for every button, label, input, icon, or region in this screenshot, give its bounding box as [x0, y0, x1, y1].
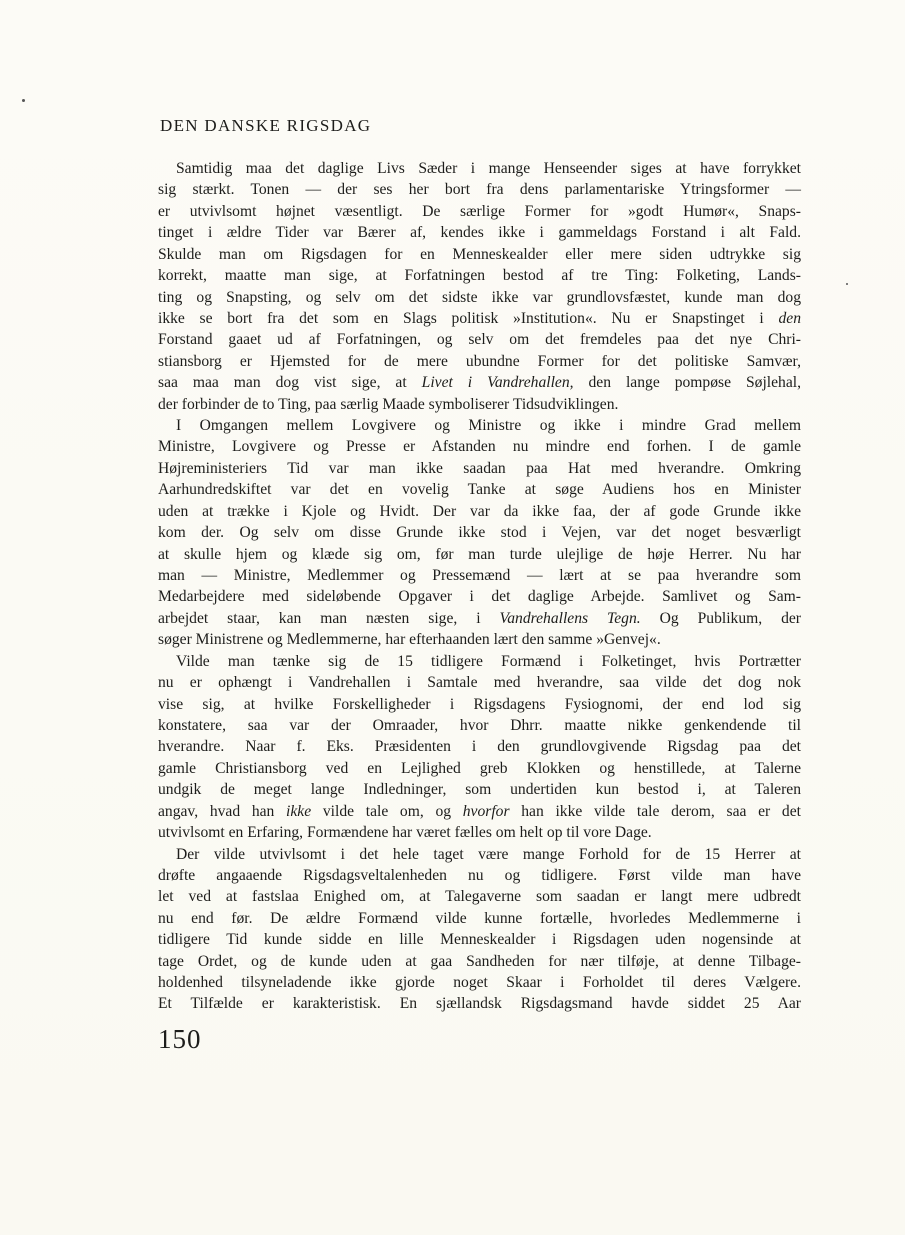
text-segment: Et Tilfælde er karakteristisk. En sjællandsk Rigsdagsmand havde siddet 25 Aar	[158, 995, 801, 1013]
text-line	[158, 394, 801, 415]
text-segment: vilde tale om, og	[311, 802, 463, 820]
text-line	[158, 265, 801, 286]
italic-text: Vandrehallens Tegn.	[499, 609, 641, 627]
text-line	[158, 287, 801, 308]
text-line	[158, 179, 801, 200]
text-segment: nu end før. De ældre Formænd vilde kunne fortælle, hvorledes Medlemmerne i	[158, 909, 801, 927]
text-line	[158, 736, 801, 757]
text-segment: stiansborg er Hjemsted for de mere ubundne Former for det politiske Samvær,	[158, 352, 801, 370]
text-line	[158, 993, 801, 1014]
text-line	[158, 565, 801, 586]
text-segment: angav, hvad han	[158, 802, 287, 820]
text-segment: den lange pompøse Søjlehal,	[573, 374, 801, 392]
italic-text: Livet i Vandrehallen,	[421, 374, 574, 392]
text-line	[158, 694, 801, 715]
page-number: 150	[158, 1024, 202, 1054]
text-line	[158, 436, 801, 457]
text-segment: korrekt, maatte man sige, at Forfatningen bestod af tre Ting: Folketing, Lands-	[158, 267, 801, 285]
text-segment: Samtidig maa det daglige Livs Sæder i mange Henseender siges at have forrykket	[176, 160, 801, 177]
text-line	[158, 501, 801, 522]
text-line	[158, 222, 801, 243]
text-line	[158, 758, 801, 779]
text-line	[158, 415, 801, 436]
text-line	[158, 651, 801, 672]
italic-text: den	[778, 309, 801, 327]
text-segment: Højreministeriers Tid var man ikke saadan paa Hat med hverandre. Omkring	[158, 459, 801, 477]
text-segment: Aarhundredskiftet var det en vovelig Tanke at søge Audiens hos en Minister	[158, 481, 801, 499]
text-segment: Og Publikum, der	[640, 609, 801, 627]
text-line	[158, 822, 801, 843]
text-segment: utvivlsomt en Erfaring, Formændene har været fælles om helt op til vore Dage.	[158, 824, 652, 842]
text-segment: Ministre, Lovgivere og Presse er Afstanden nu mindre end forhen. I de gamle	[158, 438, 801, 456]
text-line	[158, 779, 801, 800]
text-line	[158, 886, 801, 907]
paper-speck	[846, 283, 848, 285]
text-segment: undgik de meget lange Indledninger, som undertiden kun bestod i, at Taleren	[158, 781, 801, 799]
text-segment: saa maa man dog vist sige, at	[158, 374, 422, 392]
text-segment: gamle Christiansborg ved en Lejlighed greb Klokken og henstillede, at Talerne	[158, 759, 801, 777]
text-segment: uden at trække i Kjole og Hvidt. Der var da ikke faa, der af gode Grunde ikke	[158, 502, 801, 520]
text-line	[158, 479, 801, 500]
text-line	[158, 329, 801, 350]
text-segment: holdenhed tilsyneladende ikke gjorde noget Skaar i Forholdet til deres Vælgere.	[158, 974, 801, 992]
text-segment: Forstand gaaet ud af Forfatningen, og selv om det fremdeles paa det nye Chri-	[158, 331, 801, 349]
text-segment: ting og Snapsting, og selv om det sidste ikke var grundlovsfæstet, kunde man dog	[158, 288, 801, 306]
text-segment: tidligere Tid kunde sidde en lille Menneskealder i Rigsdagen uden nogensinde at	[158, 931, 801, 949]
text-line	[158, 351, 801, 372]
text-line	[158, 308, 801, 329]
text-segment: vise sig, at hvilke Forskelligheder i Rigsdagens Fysiognomi, der end lod sig	[158, 695, 801, 713]
text-line	[158, 372, 801, 393]
text-line	[158, 951, 801, 972]
text-segment: nu er ophængt i Vandrehallen i Samtale med hverandre, saa vilde det dog nok	[158, 674, 801, 692]
text-line	[158, 844, 801, 865]
text-line	[158, 865, 801, 886]
text-line	[158, 801, 801, 822]
text-segment: Der vilde utvivlsomt i det hele taget være mange Forhold for de 15 Herrer at	[176, 845, 801, 863]
text-segment: Medarbejdere med sideløbende Opgaver i det daglige Arbejde. Samlivet og Sam-	[158, 588, 801, 606]
text-segment: er utvivlsomt højnet væsentligt. De særlige Former for »godt Humør«, Snaps-	[158, 202, 801, 220]
text-line	[158, 158, 801, 179]
text-segment: der forbinder de to Ting, paa særlig Maade symboliserer Tidsudviklingen.	[158, 395, 619, 413]
text-line	[158, 608, 801, 629]
text-segment: drøfte angaaende Rigsdagsveltalenheden nu og tidligere. Først vilde man have	[158, 866, 801, 884]
text-segment: at skulle hjem og klæde sig om, før man turde ulejlige de høje Herrer. Nu har	[158, 545, 801, 563]
text-line	[158, 929, 801, 950]
text-segment: arbejdet staar, kan man næsten sige, i	[158, 609, 500, 627]
italic-text: hvorfor	[462, 802, 510, 820]
text-line	[158, 544, 801, 565]
text-line	[158, 244, 801, 265]
text-line	[158, 908, 801, 929]
text-segment: hverandre. Naar f. Eks. Præsidenten i den grundlovgivende Rigsdag paa det	[158, 738, 801, 756]
text-segment: Vilde man tænke sig de 15 tidligere Formænd i Folketinget, hvis Portrætter	[176, 652, 801, 670]
text-segment: ikke se bort fra det som en Slags politisk »Institution«. Nu er Snapstinget i	[158, 309, 779, 327]
text-segment: sig stærkt. Tonen — der ses her bort fra dens parlamentariske Ytringsformer —	[158, 181, 801, 199]
running-head: DEN DANSKE RIGSDAG	[160, 116, 372, 135]
text-line	[158, 629, 801, 650]
text-line	[158, 522, 801, 543]
text-line	[158, 586, 801, 607]
text-line	[158, 458, 801, 479]
text-segment: kom der. Og selv om disse Grunde ikke stod i Vejen, var det noget besværligt	[158, 524, 801, 542]
body-text	[158, 158, 801, 1015]
text-segment: søger Ministrene og Medlemmerne, har efterhaanden lært den samme »Genvej«.	[158, 631, 661, 649]
text-segment: I Omgangen mellem Lovgivere og Ministre og ikke i mindre Grad mellem	[176, 417, 801, 435]
text-line	[158, 201, 801, 222]
text-segment: Skulde man om Rigsdagen for en Menneskealder eller mere siden udtrykke sig	[158, 245, 801, 263]
text-segment: let ved at fastslaa Enighed om, at Talegaverne som saadan er langt mere udbredt	[158, 888, 801, 906]
text-line	[158, 972, 801, 993]
text-line	[158, 672, 801, 693]
text-segment: tage Ordet, og de kunde uden at gaa Sandheden for nær tilføje, at denne Tilbage-	[158, 952, 801, 970]
paper-speck	[22, 99, 25, 102]
text-line	[158, 715, 801, 736]
text-segment: konstatere, saa var der Omraader, hvor Dhrr. maatte nikke genkendende til	[158, 716, 801, 734]
text-segment: man — Ministre, Medlemmer og Pressemænd — lært at se paa hverandre som	[158, 567, 801, 585]
text-segment: tinget i ældre Tider var Bærer af, kendes ikke i gammeldags Forstand i alt Fald.	[158, 224, 801, 242]
italic-text: ikke	[286, 802, 312, 820]
text-segment: han ikke vilde tale derom, saa er det	[509, 802, 801, 820]
